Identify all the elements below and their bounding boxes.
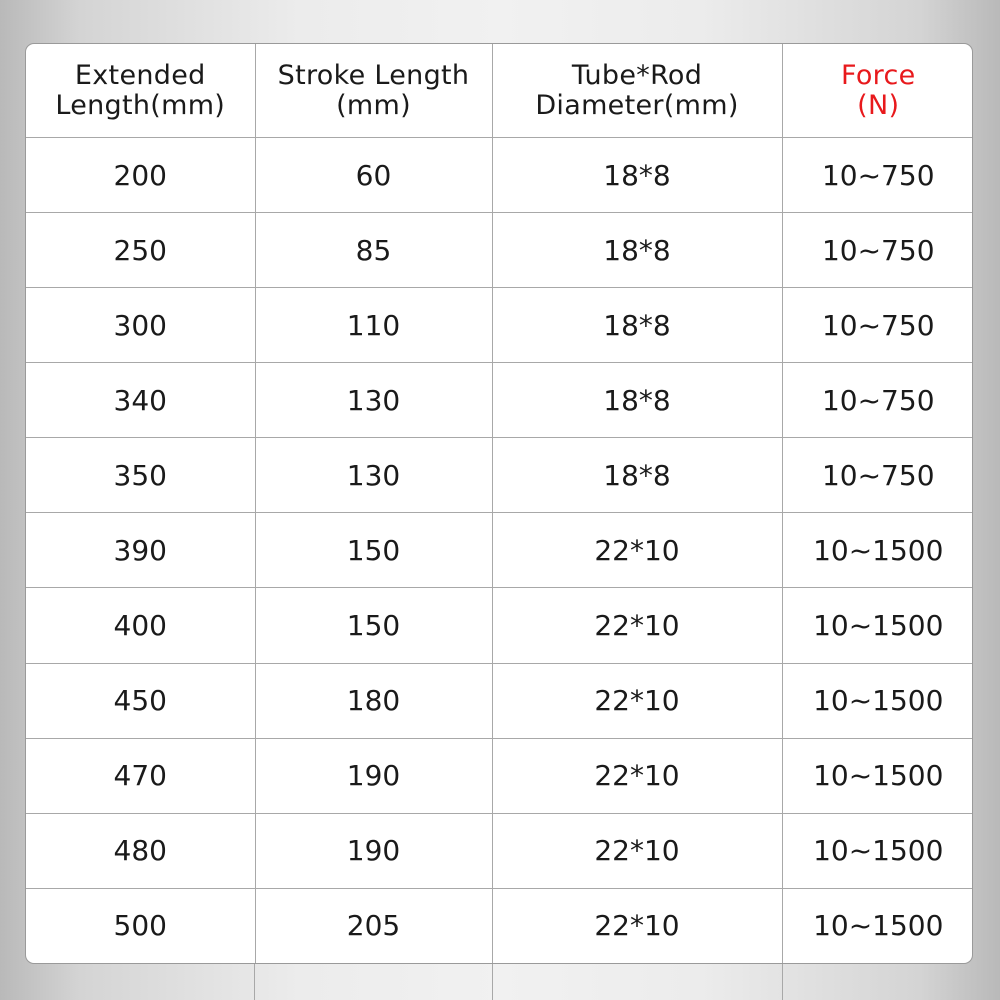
force-cell: 10~1500 (782, 888, 973, 963)
force-cell: 10~1500 (782, 738, 973, 813)
extended-length-cell: 400 (26, 588, 255, 663)
header-tube-rod-diameter (492, 44, 782, 138)
extended-length-cell: 250 (26, 213, 255, 288)
table-row (26, 663, 973, 738)
tube-rod-diameter-cell: 18*8 (492, 363, 782, 438)
extended-length-cell: 450 (26, 663, 255, 738)
header-line: Length(mm) (55, 89, 226, 121)
stroke-length-cell: 130 (255, 438, 492, 513)
header-line: Extended (74, 59, 206, 91)
header-line: Force (840, 59, 916, 91)
table-row (26, 288, 973, 363)
force-cell: 10~750 (782, 288, 973, 363)
force-cell: 10~1500 (782, 513, 973, 588)
extended-length-cell: 300 (26, 288, 255, 363)
tube-rod-diameter-cell: 18*8 (492, 213, 782, 288)
tube-rod-diameter-cell: 22*10 (492, 813, 782, 888)
stroke-length-cell: 60 (255, 138, 492, 213)
stroke-length-cell: 130 (255, 363, 492, 438)
header-line: (N) (857, 89, 900, 121)
column-divider (782, 964, 783, 1000)
column-divider (492, 964, 493, 1000)
force-cell: 10~1500 (782, 813, 973, 888)
extended-length-cell: 350 (26, 438, 255, 513)
table-row (26, 588, 973, 663)
table-row (26, 363, 973, 438)
table-row (26, 138, 973, 213)
table-row (26, 813, 973, 888)
extended-length-cell: 470 (26, 738, 255, 813)
header-line: (mm) (336, 89, 411, 121)
spec-table-card (25, 43, 973, 964)
table-row (26, 738, 973, 813)
column-divider (254, 964, 255, 1000)
extended-length-cell: 200 (26, 138, 255, 213)
tube-rod-diameter-cell: 18*8 (492, 288, 782, 363)
extended-length-cell: 340 (26, 363, 255, 438)
force-cell: 10~750 (782, 363, 973, 438)
force-cell: 10~1500 (782, 663, 973, 738)
extended-length-cell: 390 (26, 513, 255, 588)
header-stroke-length (255, 44, 492, 138)
table-row (26, 513, 973, 588)
stroke-length-cell: 205 (255, 888, 492, 963)
force-cell: 10~750 (782, 213, 973, 288)
stroke-length-cell: 150 (255, 513, 492, 588)
extended-length-cell: 500 (26, 888, 255, 963)
stroke-length-cell: 110 (255, 288, 492, 363)
stroke-length-cell: 85 (255, 213, 492, 288)
force-cell: 10~750 (782, 138, 973, 213)
spec-table-body (26, 138, 973, 964)
stroke-length-cell: 190 (255, 738, 492, 813)
header-extended-length (26, 44, 255, 138)
tube-rod-diameter-cell: 18*8 (492, 138, 782, 213)
force-cell: 10~1500 (782, 588, 973, 663)
table-header-row (26, 44, 973, 138)
tube-rod-diameter-cell: 22*10 (492, 663, 782, 738)
tube-rod-diameter-cell: 22*10 (492, 738, 782, 813)
table-row (26, 213, 973, 288)
stroke-length-cell: 150 (255, 588, 492, 663)
extended-length-cell: 480 (26, 813, 255, 888)
table-row (26, 438, 973, 513)
header-line: Diameter(mm) (535, 89, 739, 121)
tube-rod-diameter-cell: 22*10 (492, 588, 782, 663)
tube-rod-diameter-cell: 22*10 (492, 888, 782, 963)
stroke-length-cell: 180 (255, 663, 492, 738)
stroke-length-cell: 190 (255, 813, 492, 888)
header-line: Stroke Length (277, 59, 470, 91)
tube-rod-diameter-cell: 22*10 (492, 513, 782, 588)
header-force (782, 44, 973, 138)
header-line: Tube*Rod (571, 59, 703, 91)
force-cell: 10~750 (782, 438, 973, 513)
tube-rod-diameter-cell: 18*8 (492, 438, 782, 513)
table-row (26, 888, 973, 963)
spec-table (26, 44, 973, 963)
